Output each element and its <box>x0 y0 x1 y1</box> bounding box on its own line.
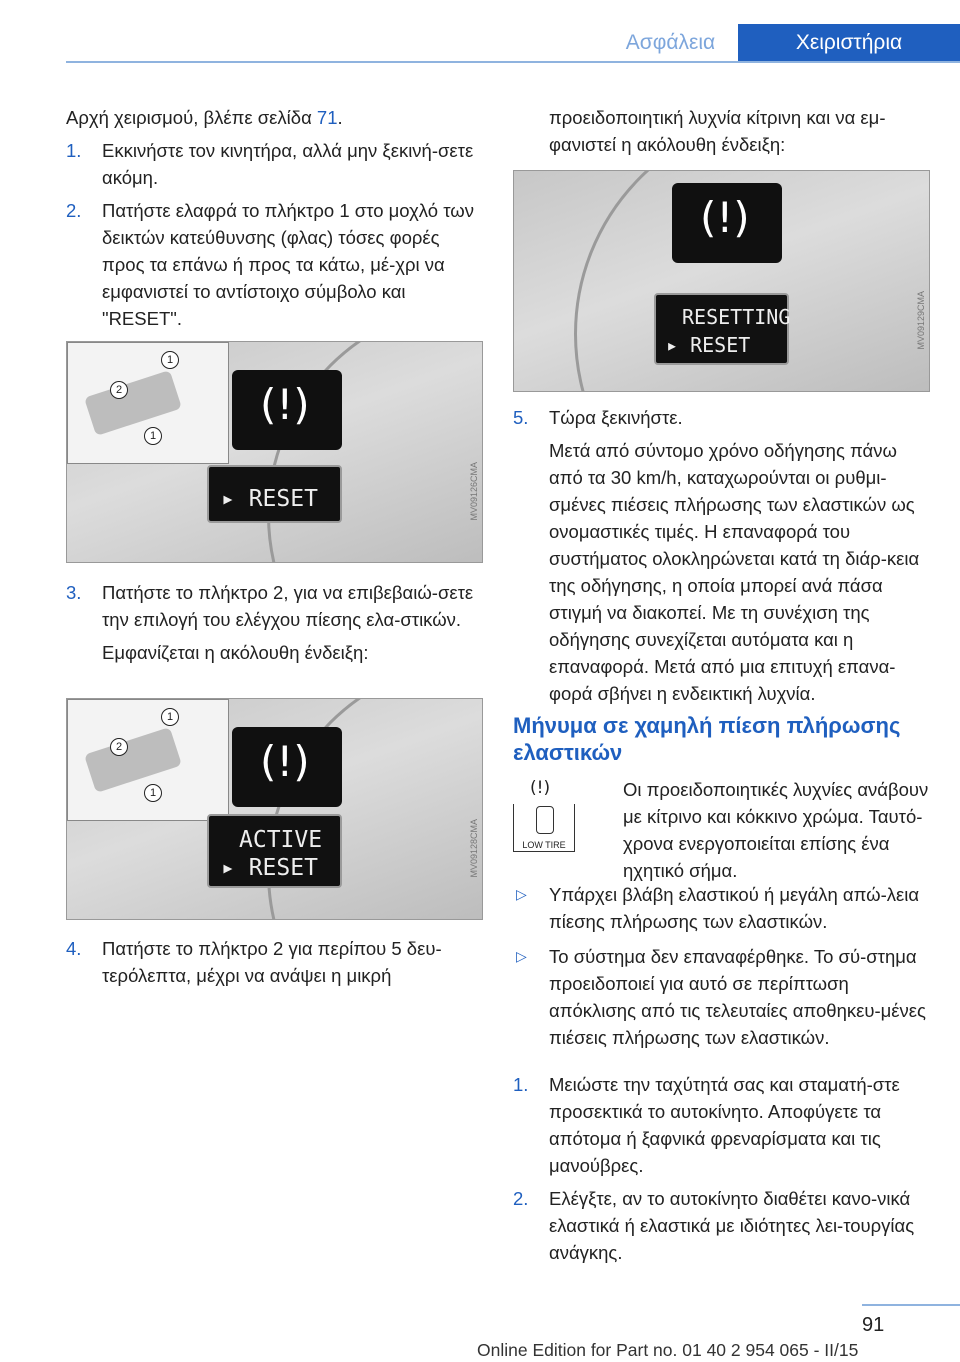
right-column-top: προειδοποιητική λυχνία κίτρινη και να εμ-φανιστεί η ακόλουθη ένδειξη: <box>549 107 886 155</box>
header-rule <box>66 61 960 63</box>
bullet-item: ▷ Το σύστημα δεν επαναφέρθηκε. Το σύ-στημα προειδοποιεί για αυτό σε περίπτωση απόκλισης από τις τελευταίες αποθηκευ-μένες πιέσεις πλήρωσης των ελαστικών. <box>513 943 933 1051</box>
list-item: 2. Ελέγξτε, αν το αυτοκίνητο διαθέτει κανο-νικά ελαστικά ή ελαστικά με ιδιότητες λει-τουργίας ανάγκης. <box>513 1188 915 1263</box>
footer-rule <box>862 1304 960 1306</box>
right-column-step5 <box>513 404 928 707</box>
list-item: 2. Πατήστε ελαφρά το πλήκτρο 1 στο μοχλό των δεικτών κατεύθυνσης (φλας) τόσες φορές προς τα επάνω ή προς τα κάτω, μέ-χρι να εμφανιστεί το αντίστοιχο σύμβολο και "RESET". <box>66 200 474 329</box>
bullet-item: ▷ Υπάρχει βλάβη ελαστικού ή μεγάλη απώ-λεια πίεσης πλήρωσης των ελαστικών. <box>513 881 933 935</box>
edition-footer: Online Edition for Part no. 01 40 2 954 065 - II/15 <box>477 1340 859 1360</box>
tire-pressure-warning-icon: (!) <box>260 737 310 786</box>
chapter-tab[interactable]: Χειριστήρια <box>738 24 960 61</box>
page-number: 91 <box>862 1314 885 1336</box>
list-item: 4. Πατήστε το πλήκτρο 2 για περίπου 5 δευ-τερόλεπτα, μέχρι να ανάψει η μικρή <box>66 938 442 986</box>
display-panel: ▸ RESET <box>207 465 342 523</box>
list-item: 1. Εκκινήστε τον κινητήρα, αλλά μην ξεκινή-σετε ακόμη. <box>66 140 474 188</box>
left-column-top <box>66 104 481 332</box>
figure-resetting: (!) RESETTING ▸ RESET MV09129CMA <box>513 170 930 392</box>
stalk-illustration: 1 2 1 <box>67 699 229 821</box>
page-link[interactable]: 71 <box>316 107 338 128</box>
figure-active-reset: 1 2 1 (!) ACTIVE ▸ RESET MV09128CMA <box>66 698 483 920</box>
list-item: 3. Πατήστε το πλήκτρο 2, για να επιβεβαιώ-σετε την επιλογή του ελέγχου πίεσης ελα-στικών. Εμφανίζεται η ακόλουθη ένδειξη: <box>66 582 474 663</box>
low-tire-icon: LOW TIRE <box>513 804 575 852</box>
left-column-mid <box>66 579 481 666</box>
display-panel: RESETTING ▸ RESET <box>654 293 789 365</box>
stalk-illustration: 1 2 1 <box>67 342 229 464</box>
display-panel: ACTIVE ▸ RESET <box>207 814 342 888</box>
list-item: 1. Μειώστε την ταχύτητά σας και σταματή-στε προσεκτικά το αυτοκίνητο. Αποφύγετε τα απότομα ή ξαφνικά φρεναρίσματα και τις μανούβρες. <box>513 1074 900 1176</box>
right-column-bottom <box>513 881 933 1266</box>
list-item: 5. Τώρα ξεκινήστε. Μετά από σύντομο χρόνο οδήγησης πάνω από τα 30 km/h, καταχωρούνται οι ρυθμι-σμένες πιέσεις πλήρωσης των ελαστικών ως ονομαστικές τιμές. Η επαναφορά του συστήματος ολοκληρώνεται κατά τη διάρ-κεια της οδήγησης, η οποία μπορεί ανά πάσα στιγμή να διακοπεί. Με τη συνέχιση της οδήγησης συνεχίζεται αυτόματα και η επαναφορά. Μετά από μια επιτυχή επανα-φορά σβήνει η ενδεικτική λυχνία. <box>513 407 920 704</box>
tire-warning-icon: (!) <box>530 778 551 798</box>
tire-pressure-warning-icon: (!) <box>700 193 750 242</box>
left-column-bottom <box>66 935 481 989</box>
warning-text: Οι προειδοποιητικές λυχνίες ανάβουν με κίτρινο και κόκκινο χρώμα. Ταυτό-χρονα ενεργοποιείται επίσης ένα ηχητικό σήμα. <box>623 779 929 881</box>
tire-pressure-warning-icon: (!) <box>260 380 310 429</box>
triangle-bullet-icon: ▷ <box>516 886 527 902</box>
triangle-bullet-icon: ▷ <box>516 948 527 964</box>
section-tab[interactable]: Ασφάλεια <box>625 30 716 54</box>
section-heading: Μήνυμα σε χαμηλή πίεση πλήρωσης ελαστικών <box>513 713 901 765</box>
intro-line: Αρχή χειρισμού, βλέπε σελίδα 71. <box>66 107 343 128</box>
figure-reset: 1 2 1 (!) ▸ RESET MV09126CMA <box>66 341 483 563</box>
